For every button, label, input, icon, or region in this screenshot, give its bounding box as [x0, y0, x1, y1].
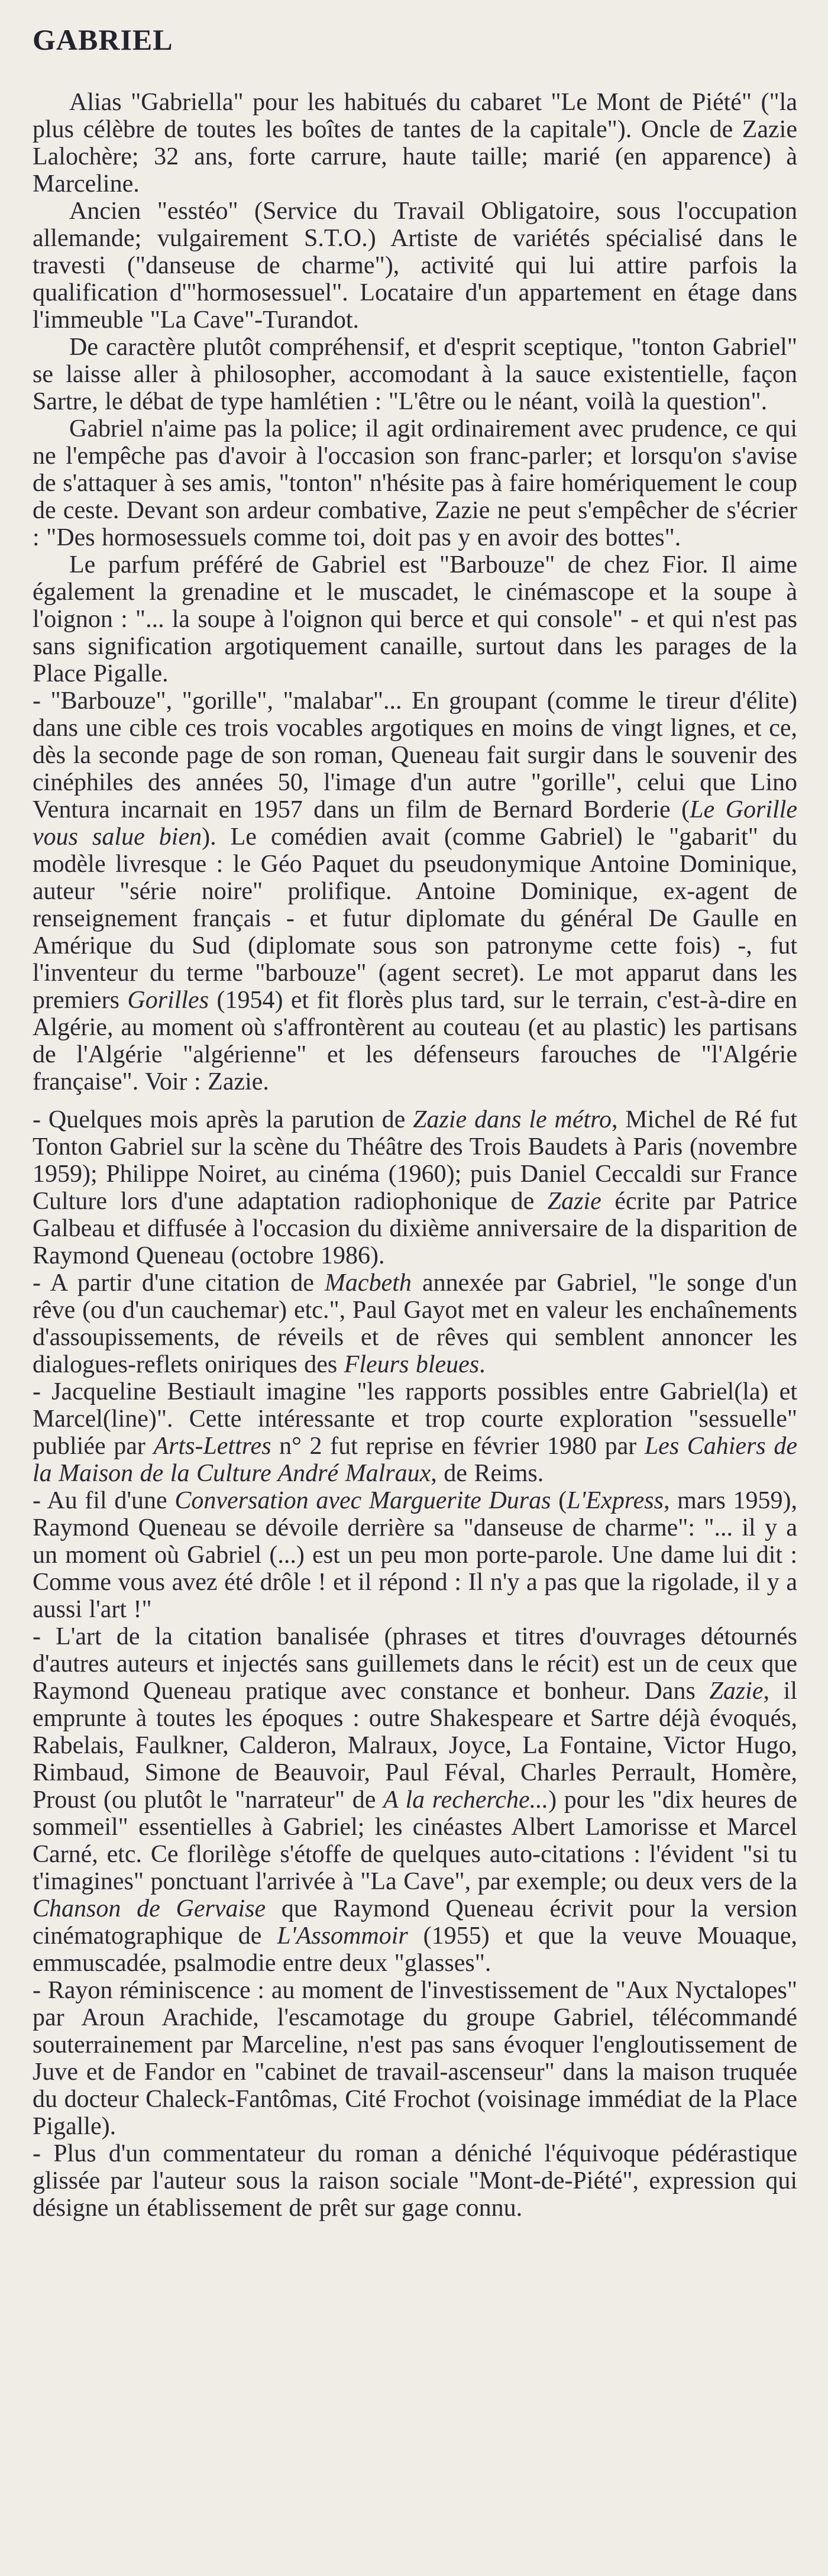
- italic-text-run: Conversation avec Marguerite Duras: [174, 1487, 551, 1514]
- paragraph: [33, 334, 797, 415]
- paragraph: [33, 198, 797, 334]
- text-run: , mars 1959), Raymond Queneau se dévoile derrière sa "danseuse de charme": "... il y a un moment où Gabriel (...) est un peu mon porte-parole. Une dame lui dit : Comme vous avez été drôle ! et il répond : Il n'y a pas que la rigolade, il y a aussi l'art !": [33, 1487, 797, 1623]
- text-run: écrite par Patrice Galbeau et diffusée à l'occasion du dixième anniversaire de la disparition de Raymond Queneau (octobre 1986).: [33, 1188, 798, 1269]
- paragraph: [33, 687, 797, 1095]
- paragraph: [33, 1269, 797, 1378]
- text-run: (1955) et que la veuve Mouaque, emmuscadée, psalmodie entre deux "glasses".: [33, 1922, 797, 1977]
- text-run: - Jacqueline Bestiault imagine "les rapports possibles entre Gabriel(la) et Marcel(line)". Cette intéressante et trop courte exploration "sessuelle" publiée par: [33, 1378, 797, 1460]
- italic-text-run: Gorilles: [127, 987, 209, 1014]
- italic-text-run: L'Express: [567, 1487, 664, 1514]
- italic-text-run: Le Gorille vous salue bien: [33, 796, 797, 851]
- italic-text-run: L'Assommoir: [277, 1922, 408, 1950]
- text-run: - Rayon réminiscence : au moment de l'investissement de "Aux Nyctalopes" par Aroun Arachide, l'escamotage du groupe Gabriel, télécommandé souterrainement par Marceline, n'est pas sans évoquer l'engloutissement de Juve et de Fandor en "cabinet de travail-ascenseur" dans la maison truquée du docteur Chaleck-Fantômas, Cité Frochot (voisinage immédiat de la Place Pigalle).: [33, 1977, 797, 2140]
- text-run: n° 2 fut reprise en février 1980 par: [271, 1433, 645, 1460]
- text-run: , Michel de Ré fut Tonton Gabriel sur la scène du Théâtre des Trois Baudets à Paris (novembre 1959); Philippe Noiret, au cinéma (1960); puis Daniel Ceccaldi sur France Culture lors d'une adaptation radiophonique de: [33, 1106, 797, 1215]
- paragraph: [33, 2140, 797, 2222]
- paragraph: [33, 1977, 797, 2140]
- paragraph: [33, 551, 797, 687]
- paragraphs-container: [33, 89, 797, 2222]
- text-run: - Plus d'un commentateur du roman a déniché l'équivoque pédérastique glissée par l'auteur sous la raison sociale "Mont-de-Piété", expression qui désigne un établissement de prêt sur gage connu.: [33, 2140, 797, 2222]
- paragraph: [33, 1487, 797, 1623]
- entry-title: GABRIEL: [33, 23, 173, 56]
- text-run: - L'art de la citation banalisée (phrases et titres d'ouvrages détournés d'autres auteurs et injectés sans guillemets dans le récit) est un de ceux que Raymond Queneau pratique avec constance et bonheur. Dans: [33, 1623, 797, 1705]
- text-run: .: [479, 1351, 486, 1378]
- italic-text-run: Les Cahiers de la Maison de la Culture André Malraux: [33, 1433, 797, 1487]
- text-run: (: [551, 1487, 567, 1514]
- paragraph: [33, 1623, 797, 1977]
- text-run: - A partir d'une citation de: [33, 1269, 325, 1297]
- entry-content: [33, 22, 797, 2222]
- text-run: De caractère plutôt compréhensif, et d'esprit sceptique, "tonton Gabriel" se laisse aller à philosopher, accomodant à la sauce existentielle, façon Sartre, le débat de type hamlétien : "L'être ou le néant, voilà la question".: [33, 334, 797, 415]
- italic-text-run: Zazie dans le métro: [413, 1106, 612, 1133]
- paragraph: [33, 1378, 797, 1487]
- italic-text-run: Zazie: [547, 1188, 601, 1215]
- text-run: Alias "Gabriella" pour les habitués du cabaret "Le Mont de Piété" ("la plus célèbre de toutes les boîtes de tantes de la capitale"). Oncle de Zazie Lalochère; 32 ans, forte carrure, haute taille; marié (en apparence) à Marceline.: [33, 89, 797, 198]
- text-run: Le parfum préféré de Gabriel est "Barbouze" de chez Fior. Il aime également la grenadine et le muscadet, le cinémascope et la soupe à l'oignon : "... la soupe à l'oignon qui berce et qui console" - et qui n'est pas sans signification argotiquement canaille, surtout dans les parages de la Place Pigalle.: [33, 551, 797, 687]
- text-run: Ancien "esstéo" (Service du Travail Obligatoire, sous l'occupation allemande; vulgairement S.T.O.) Artiste de variétés spécialisé dans le travesti ("danseuse de charme"), activité qui lui attire parfois la qualification d'"hormosessuel". Locataire d'un appartement en étage dans l'immeuble "La Cave"-Turandot.: [33, 198, 797, 334]
- italic-text-run: Zazie: [709, 1678, 764, 1705]
- paragraph: [33, 1106, 797, 1269]
- text-run: annexée par Gabriel, "le songe d'un rêve (ou d'un cauchemar) etc.", Paul Gayot met en valeur les enchaînements d'assoupissements, de réveils et de rêves qui semblent annoncer les dialogues-reflets oniriques des: [33, 1269, 797, 1378]
- text-run: , de Reims.: [431, 1460, 544, 1487]
- paragraph: [33, 415, 797, 551]
- text-run: - "Barbouze", "gorille", "malabar"... En groupant (comme le tireur d'élite) dans une cible ces trois vocables argotiques en moins de vingt lignes, et ce, dès la seconde page de son roman, Queneau fait surgir dans le souvenir des cinéphiles des années 50, l'image d'un autre "gorille", celui que Lino Ventura incarnait en 1957 dans un film de Bernard Borderie (: [33, 687, 797, 823]
- text-run: ) pour les "dix heures de sommeil" essentielles à Gabriel; les cinéastes Albert Lamorisse et Marcel Carné, etc. Ce florilège s'étoffe de quelques auto-citations : l'évident "si tu t'imagines" ponctuant l'arrivée à "La Cave", par exemple; ou deux vers de la: [33, 1786, 797, 1895]
- italic-text-run: Macbeth: [324, 1269, 412, 1297]
- italic-text-run: Fleurs bleues: [344, 1351, 480, 1378]
- text-run: - Quelques mois après la parution de: [33, 1106, 413, 1133]
- italic-text-run: Arts-Lettres: [153, 1433, 271, 1460]
- text-run: que Raymond Queneau écrivit pour la version cinématographique de: [33, 1895, 797, 1950]
- paragraph: [33, 89, 797, 198]
- text-run: Gabriel n'aime pas la police; il agit ordinairement avec prudence, ce qui ne l'empêche pas d'avoir à l'occasion son franc-parler; et lorsqu'on s'avise de s'attaquer à ses amis, "tonton" n'hésite pas à faire homériquement le coup de ceste. Devant son ardeur combative, Zazie ne peut s'empêcher de s'écrier : "Des hormosessuels comme toi, doit pas y en avoir des bottes".: [33, 415, 797, 551]
- text-run: ). Le comédien avait (comme Gabriel) le "gabarit" du modèle livresque : le Géo Paquet du pseudonymique Antoine Dominique, auteur "série noire" prolifique. Antoine Dominique, ex-agent de renseignement français - et futur diplomate du général De Gaulle en Amérique du Sud (diplomate sous son patronyme cette fois) -, fut l'inventeur du terme "barbouze" (agent secret). Le mot apparut dans les premiers: [33, 823, 798, 1014]
- text-run: , il emprunte à toutes les époques : outre Shakespeare et Sartre déjà évoqués, Rabelais, Faulkner, Calderon, Malraux, Joyce, La Fontaine, Victor Hugo, Rimbaud, Simone de Beauvoir, Paul Féval, Charles Perrault, Homère, Proust (ou plutôt le "narrateur" de: [33, 1678, 797, 1814]
- italic-text-run: A la recherche...: [383, 1786, 549, 1814]
- text-run: (1954) et fit florès plus tard, sur le terrain, c'est-à-dire en Algérie, au moment où s'affrontèrent au couteau (et au plastic) les partisans de l'Algérie "algérienne" et les défenseurs farouches de "l'Algérie française". Voir : Zazie.: [33, 987, 797, 1095]
- italic-text-run: Chanson de Gervaise: [33, 1895, 266, 1922]
- text-run: - Au fil d'une: [33, 1487, 175, 1514]
